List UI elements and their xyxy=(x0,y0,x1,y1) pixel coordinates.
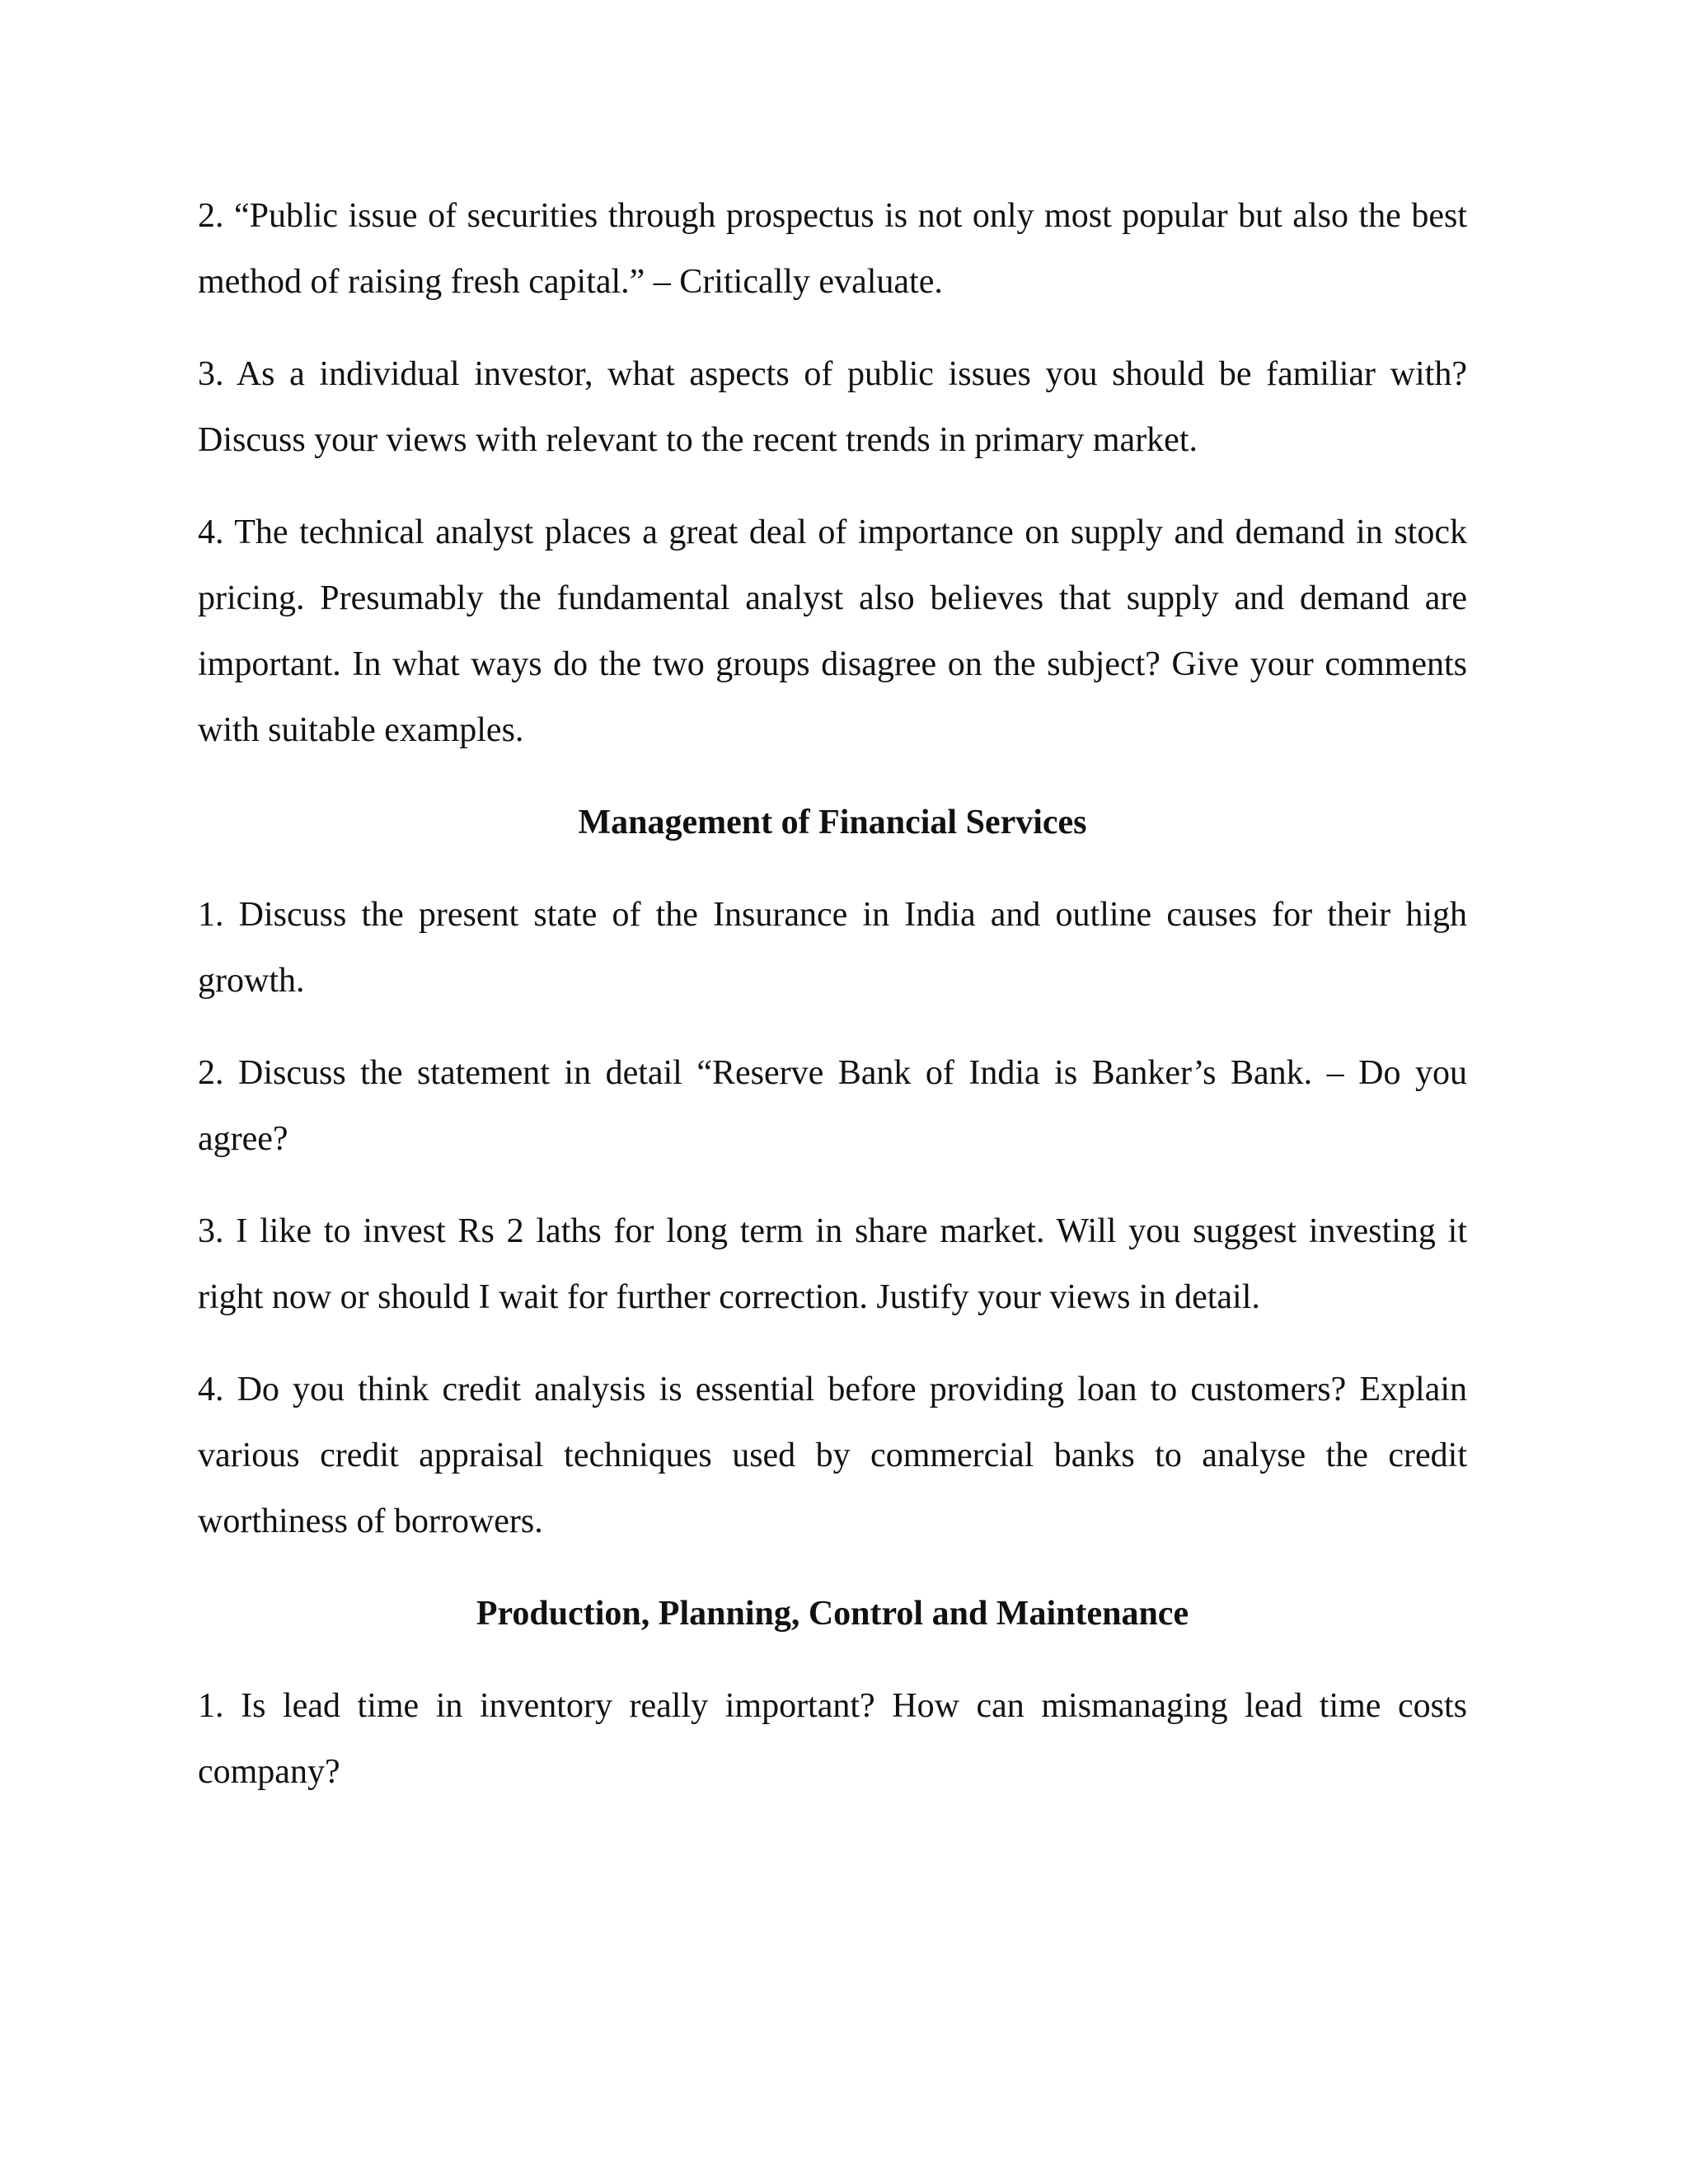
question-paragraph: 4. Do you think credit analysis is essential before providing loan to customers? Explain various credit appraisal techniques used by commercial banks to analyse the credit worthiness of borrowers. xyxy=(198,1371,1467,1540)
document-page xyxy=(198,183,1467,1831)
question-paragraph: 4. The technical analyst places a great deal of importance on supply and demand in stock pricing. Presumably the fundamental analyst also believes that supply and demand are important. In what ways do the two groups disagree on the subject? Give your comments with suitable examples. xyxy=(198,513,1467,749)
question-paragraph: 1. Is lead time in inventory really important? How can mismanaging lead time costs company? xyxy=(198,1687,1467,1791)
question-paragraph: 1. Discuss the present state of the Insurance in India and outline causes for their high growth. xyxy=(198,896,1467,1000)
question-paragraph: 3. As a individual investor, what aspects of public issues you should be familiar with? Discuss your views with relevant to the recent trends in primary market. xyxy=(198,355,1467,459)
question-paragraph: 2. Discuss the statement in detail “Reserve Bank of India is Banker’s Bank. – Do you agree? xyxy=(198,1054,1467,1158)
question-paragraph: 3. I like to invest Rs 2 laths for long term in share market. Will you suggest investing it right now or should I wait for further correction. Justify your views in detail. xyxy=(198,1212,1467,1316)
section-heading: Management of Financial Services xyxy=(578,804,1087,841)
question-paragraph: 2. “Public issue of securities through prospectus is not only most popular but also the best method of raising fresh capital.” – Critically evaluate. xyxy=(198,197,1467,301)
section-heading: Production, Planning, Control and Maintenance xyxy=(476,1595,1189,1633)
